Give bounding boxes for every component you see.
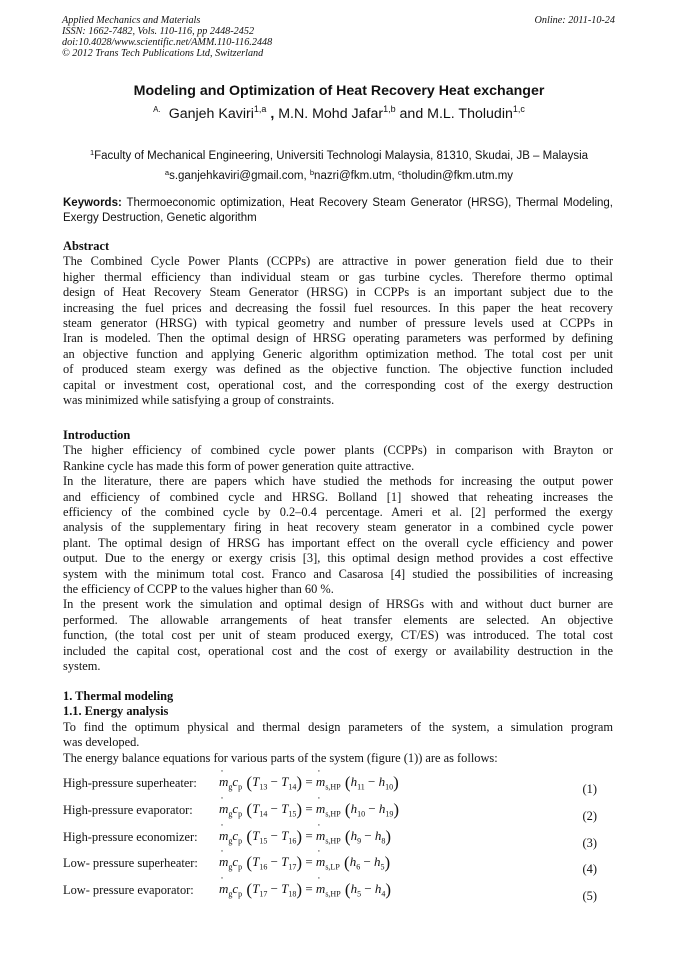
abstract-line: an objective function and applying Generic algorithm optimization method. The total cost per unit xyxy=(63,346,613,361)
introduction-heading: Introduction xyxy=(63,428,131,442)
introduction-line: performed. The allowable arrangements of heat transfer elements are selected. An objective xyxy=(63,612,613,627)
equation-symbol: T xyxy=(281,801,289,816)
equation-symbol: ˙ m xyxy=(219,854,228,869)
introduction-line: Rankine cycle has made this form of power generation quite attractive. xyxy=(63,458,415,473)
equation-symbol: ˙ m xyxy=(316,881,325,896)
introduction-line: the efficiency of CCPP to the values higher than 60 %. xyxy=(63,582,334,597)
affiliation-text: Faculty of Mechanical Engineering, Universiti Technologi Malaysia, 81310, Skudai, JB – Malaysia xyxy=(94,150,589,162)
equation-symbol: ( xyxy=(242,853,253,872)
affiliation-sup: 1 xyxy=(89,148,95,157)
equation-symbol: h xyxy=(349,854,357,869)
equation-symbol: p xyxy=(238,782,243,792)
equation-symbol: T xyxy=(281,881,289,896)
equation-symbol: g xyxy=(228,836,233,846)
equation-label: Low- pressure superheater: xyxy=(63,856,198,870)
introduction-line: efficiency of the combined cycle by 0.2–0.4 percentage. Ameri et al. [2] performed the exergy xyxy=(63,505,613,520)
equation-symbol: ˙ m xyxy=(316,828,325,843)
equation-symbol: − xyxy=(360,854,375,869)
equation-symbol: 17 xyxy=(288,862,297,872)
equation-symbol: T xyxy=(281,828,289,843)
equation-symbol: c xyxy=(232,881,239,896)
author-3: M.L. Tholudin xyxy=(427,106,513,122)
equation-symbol: = xyxy=(302,774,316,789)
keywords-text: Thermoeconomic optimization, Heat Recovery Steam Generator (HRSG), Thermal Modeling, Exergy Destruction, Genetic algorithm xyxy=(63,197,613,224)
introduction-section xyxy=(63,428,613,675)
abstract-line: The Combined Cycle Power Plants (CCPPs) are attractive in power generation field due to their xyxy=(63,254,613,269)
abstract-body xyxy=(63,254,613,408)
equation-symbol: h xyxy=(378,801,386,816)
equation-number: (3) xyxy=(582,836,597,850)
equation-symbol: h xyxy=(378,774,386,789)
equation-symbol: 18 xyxy=(288,889,297,899)
equation-label: Low- pressure evaporator: xyxy=(63,883,194,897)
email-3: tholudin@fkm.utm.my xyxy=(401,170,514,182)
equation-number: (4) xyxy=(582,862,597,876)
equation-symbol: ( xyxy=(340,773,351,792)
equation-symbol: − xyxy=(267,774,282,789)
equation-symbol: p xyxy=(238,862,243,872)
equation-symbol: 17 xyxy=(259,889,268,899)
equation-symbol: T xyxy=(252,881,260,896)
email-1-sup: a xyxy=(164,168,170,177)
email-2-sup: b xyxy=(309,168,315,177)
equation-symbol: = xyxy=(302,881,316,896)
equation-symbol: 9 xyxy=(357,836,362,846)
equation-symbol: h xyxy=(350,828,358,843)
thermal-section xyxy=(63,689,613,766)
equation-label: High-pressure superheater: xyxy=(63,776,197,790)
equation-symbol: ( xyxy=(242,800,253,819)
equation-symbol: ) xyxy=(296,800,303,819)
equation-symbol: ) xyxy=(385,827,392,846)
equation-symbol: s,HP xyxy=(325,809,341,819)
equation-symbol: ( xyxy=(340,800,351,819)
equation-symbol: h xyxy=(350,801,358,816)
journal-name: Applied Mechanics and Materials xyxy=(62,15,201,26)
author-line xyxy=(0,104,678,122)
thermal-heading: 1. Thermal modeling xyxy=(63,689,174,703)
abstract-section xyxy=(63,239,613,408)
paper-title: Modeling and Optimization of Heat Recovery Heat exchanger xyxy=(133,83,545,99)
equation-symbol: ˙ m xyxy=(316,774,325,789)
abstract-line: Iran is modeled. Then the optimal design of HRSG operating parameters was performed by defining xyxy=(63,331,613,346)
introduction-line: system with the minimum total cost. Franco and Casarosa [4] studied the possibilities of increasing xyxy=(63,566,613,581)
equation-symbol: g xyxy=(228,862,233,872)
equation-symbol: s,HP xyxy=(325,836,341,846)
equation-symbol: ) xyxy=(296,773,303,792)
email-3-sup: c xyxy=(397,168,402,177)
equation-symbol: ) xyxy=(385,880,392,899)
equation-symbol: ( xyxy=(340,827,351,846)
introduction-line: plant. The optimal design of HRSG has important effect on the overall cycle efficiency and power xyxy=(63,535,613,550)
equation-row xyxy=(63,800,615,822)
energy-balance-equation xyxy=(219,853,390,873)
equation-symbol: ) xyxy=(393,800,400,819)
equation-symbol: − xyxy=(267,881,282,896)
equation-symbol: ( xyxy=(339,853,350,872)
equation-symbol: 5 xyxy=(357,889,362,899)
equation-symbol: − xyxy=(267,801,282,816)
equation-symbol: ( xyxy=(242,773,253,792)
equation-symbol: = xyxy=(302,828,316,843)
equation-symbol: c xyxy=(232,828,239,843)
author-2: M.N. Mohd Jafar xyxy=(278,106,384,122)
equation-label: High-pressure evaporator: xyxy=(63,803,193,817)
abstract-line: of produced steam exergy was defined as the objective function. The objective function included xyxy=(63,362,613,377)
equation-symbol: s,HP xyxy=(325,782,341,792)
abstract-heading: Abstract xyxy=(63,239,110,253)
equation-symbol: 10 xyxy=(385,782,394,792)
online-date: Online: 2011-10-24 xyxy=(534,15,615,26)
energy-balance-equation xyxy=(219,880,391,900)
introduction-line: system. xyxy=(63,659,101,674)
equation-symbol: ( xyxy=(242,827,253,846)
equation-symbol: p xyxy=(238,889,243,899)
author-1: Ganjeh Kaviri xyxy=(168,106,254,122)
equation-label: High-pressure economizer: xyxy=(63,830,198,844)
equation-symbol: T xyxy=(281,854,289,869)
author-sep-2: and xyxy=(395,106,428,122)
equation-symbol: h xyxy=(350,881,358,896)
equation-symbol: ) xyxy=(296,880,303,899)
introduction-line: In the present work the simulation and optimal design of HRSGs with and without duct burner are xyxy=(63,597,613,612)
abstract-line: capital or investment cost, operational cost, and the corresponding cost of the exergy destruction xyxy=(63,377,613,392)
equation-symbol: 4 xyxy=(381,889,386,899)
equation-symbol: h xyxy=(374,854,381,869)
equation-symbol: s,HP xyxy=(325,889,341,899)
email-2: nazri@fkm.utm, xyxy=(314,170,398,182)
introduction-line: The higher efficiency of combined cycle power plants (CCPPs) in comparison with Brayton or xyxy=(63,443,613,458)
equation-symbol: g xyxy=(228,809,233,819)
equation-symbol: 8 xyxy=(381,836,386,846)
equation-symbol: 5 xyxy=(380,862,385,872)
equation-symbol: = xyxy=(302,801,316,816)
keywords-label: Keywords: xyxy=(63,197,122,209)
equation-symbol: 19 xyxy=(385,809,394,819)
thermal-line: was developed. xyxy=(63,735,140,750)
equation-symbol: ˙ m xyxy=(219,801,228,816)
equation-symbol: − xyxy=(361,828,375,843)
introduction-line: included the capital cost, operational cost and the cost of exergy or availability destruction in the xyxy=(63,643,613,658)
equation-symbol: T xyxy=(281,774,289,789)
equation-symbol: ) xyxy=(296,853,303,872)
equation-symbol: ˙ m xyxy=(219,881,228,896)
equation-symbol: 15 xyxy=(259,836,268,846)
equation-symbol: 11 xyxy=(357,782,365,792)
equation-symbol: T xyxy=(252,801,260,816)
equation-symbol: ) xyxy=(296,827,303,846)
equation-symbol: − xyxy=(361,881,375,896)
equation-symbol: ˙ m xyxy=(316,801,325,816)
equation-symbol: ( xyxy=(242,880,253,899)
equation-symbol: T xyxy=(252,854,260,869)
equation-row xyxy=(63,880,615,902)
equation-symbol: ˙ m xyxy=(219,828,228,843)
abstract-line: higher thermal efficiency than individual steam or gas turbine cycles. Therefore thermo optimal xyxy=(63,269,613,284)
energy-balance-equation xyxy=(219,827,391,847)
energy-balance-equation xyxy=(219,773,399,793)
equation-row xyxy=(63,853,615,875)
abstract-line: increasing the fuel prices and decreasing the fossil fuel resources. In this paper the heat recovery xyxy=(63,300,613,315)
equation-symbol: s,LP xyxy=(325,862,340,872)
equation-symbol: T xyxy=(252,774,260,789)
equation-symbol: − xyxy=(267,854,282,869)
introduction-line: In the literature, there are papers which have studied the methods for increasing the output power xyxy=(63,474,613,489)
introduction-line: and efficiency of combined cycle and HRSG. Bolland [1] showed that reheating increases the xyxy=(63,489,613,504)
thermal-body xyxy=(63,720,613,766)
author-1-sup: 1,a xyxy=(253,104,267,114)
email-1: s.ganjehkaviri@gmail.com, xyxy=(169,170,310,182)
equation-symbol: 14 xyxy=(288,782,297,792)
equation-symbol: − xyxy=(364,774,379,789)
equation-symbol: T xyxy=(252,828,260,843)
equation-symbol: = xyxy=(302,854,316,869)
equation-symbol: p xyxy=(238,809,243,819)
introduction-body xyxy=(63,443,613,674)
equation-symbol: 10 xyxy=(357,809,366,819)
introduction-line: function, (the total cost per unit of steam produced exergy, CT/ES) was introduced. The total cost xyxy=(63,628,613,643)
doi: doi:10.4028/www.scientific.net/AMM.110-116.2448 xyxy=(62,37,273,48)
thermal-line: The energy balance equations for various parts of the system (figure (1)) are as follows: xyxy=(63,750,498,765)
equation-symbol: h xyxy=(374,828,382,843)
equation-symbol: 16 xyxy=(259,862,268,872)
issn: ISSN: 1662-7482, Vols. 110-116, pp 2448-2452 xyxy=(62,26,255,37)
equation-symbol: ( xyxy=(340,880,351,899)
equation-symbol: ) xyxy=(393,773,399,792)
equation-symbol: 13 xyxy=(259,782,268,792)
copyright: © 2012 Trans Tech Publications Ltd, Switzerland xyxy=(62,48,264,59)
abstract-line: design of Heat Recovery Steam Generator (HRSG) in CCPPs is an important subject due to the xyxy=(63,285,613,300)
author-2-sup: 1,b xyxy=(383,104,396,114)
equation-symbol: c xyxy=(232,854,239,869)
energy-balance-equation xyxy=(219,800,399,820)
journal-header xyxy=(62,15,272,59)
equation-symbol: ) xyxy=(384,853,391,872)
equation-symbol: ˙ m xyxy=(219,774,228,789)
equation-symbol: 15 xyxy=(288,809,297,819)
introduction-line: output. Due to the energy or exergy crisis [3], this optimal design method provides a cost effective xyxy=(63,551,613,566)
equation-symbol: 14 xyxy=(259,809,268,819)
equation-row xyxy=(63,773,615,795)
equation-symbol: 6 xyxy=(356,862,361,872)
equation-symbol: h xyxy=(374,881,382,896)
introduction-line: analysis of the supplementary firing in heat recovery steam generator in a combined cycle power xyxy=(63,520,613,535)
equation-symbol: c xyxy=(232,774,239,789)
equation-row xyxy=(63,827,615,849)
equation-symbol: ˙ m xyxy=(316,854,325,869)
equation-symbol: g xyxy=(228,782,233,792)
author-lead-mark: A. xyxy=(153,105,161,114)
equation-symbol: p xyxy=(238,836,243,846)
equation-symbol: − xyxy=(267,828,282,843)
abstract-line: steam generator (HRSG) with typical geometry and number of pressure levels used at CCPPs in xyxy=(63,316,613,331)
author-3-sup: 1,c xyxy=(512,104,525,114)
equation-symbol: g xyxy=(228,889,233,899)
equation-number: (5) xyxy=(582,889,597,903)
equation-number: (1) xyxy=(582,782,597,796)
thermal-line: To find the optimum physical and thermal design parameters of the system, a simulation program xyxy=(63,719,613,734)
author-sep-1: , xyxy=(266,106,279,122)
affiliation xyxy=(0,148,678,162)
author-emails xyxy=(0,168,678,182)
equation-symbol: h xyxy=(350,774,358,789)
equation-symbol: 16 xyxy=(288,836,297,846)
abstract-line: was minimized while satisfying a group of constraints. xyxy=(63,393,335,408)
keywords xyxy=(63,196,613,225)
energy-analysis-heading: 1.1. Energy analysis xyxy=(63,704,169,719)
equation-number: (2) xyxy=(582,809,597,823)
equation-symbol: c xyxy=(232,801,239,816)
equation-symbol: − xyxy=(365,801,379,816)
